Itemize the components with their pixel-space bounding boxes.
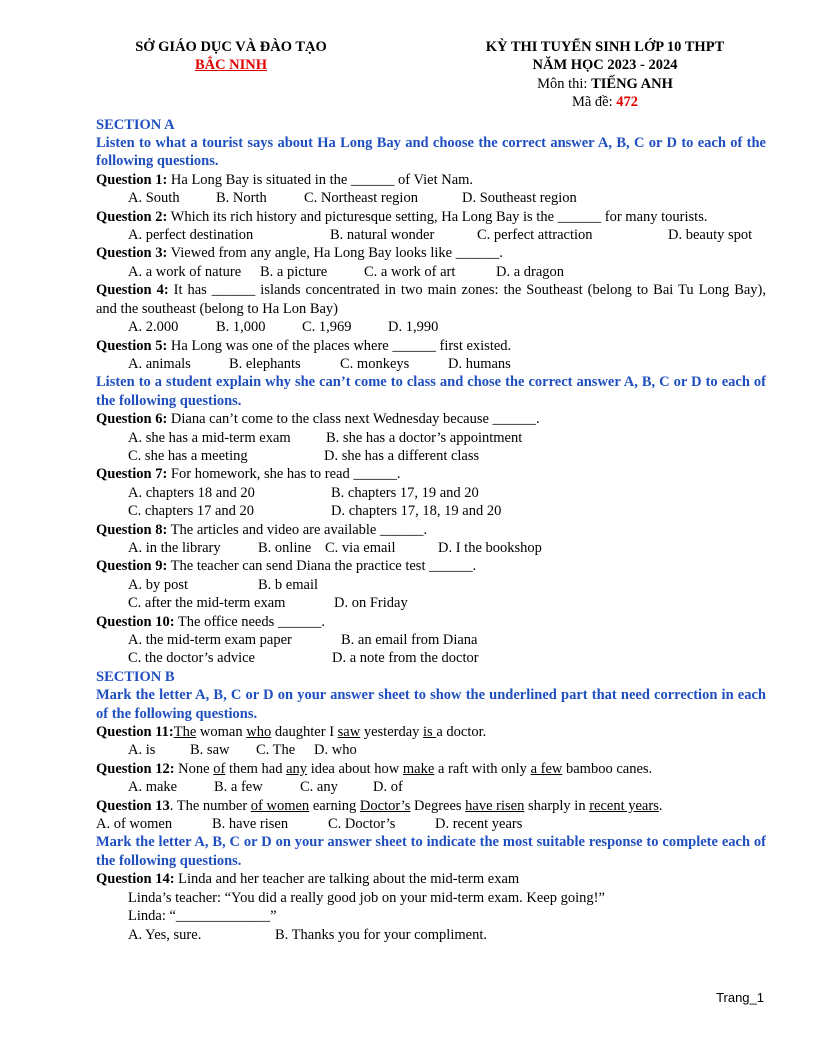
exam-page (96, 38, 766, 944)
option-a[interactable]: A. by post (128, 576, 189, 593)
option-d[interactable]: D. Southeast region (462, 190, 577, 207)
question-8: Question 8: The articles and video are available ______. (96, 521, 428, 538)
section-a-instruction-2: Listen to a student explain why she can’t come to class and chose the correct answer A, B, C or D to each of the following questions. (96, 374, 766, 409)
underlined-d: is (423, 724, 437, 741)
option-a[interactable]: A. a work of nature (128, 263, 242, 280)
subject-value: TIẾNG ANH (591, 75, 673, 92)
option-d[interactable]: D. humans (448, 355, 511, 372)
option-a[interactable]: A. the mid-term exam paper (128, 632, 292, 648)
option-d[interactable]: D. 1,990 (388, 319, 439, 336)
underlined-b: a few (530, 760, 563, 777)
question-14: Question 14: Linda and her teacher are talking about the mid-term exam (96, 871, 520, 888)
option-a[interactable]: A. animals (128, 355, 191, 372)
question-7: Question 7: For homework, she has to read ______. (96, 466, 401, 483)
option-a[interactable]: A. is (128, 742, 156, 759)
question-7-options-row-1 (96, 484, 766, 502)
underlined-d: recent years (589, 797, 659, 814)
section-b-instruction-2: Mark the letter A, B, C or D on your answer sheet to indicate the most suitable response to complete each of the following questions. (96, 834, 766, 869)
question-9-options-row-2 (96, 594, 766, 612)
school-year: NĂM HỌC 2023 - 2024 (532, 57, 678, 74)
question-4: Question 4: It has ______ islands concentrated in two main zones: the Southeast (belong to Bai Tu Long Bay), and the southeast (belong to Ha Lon Bay) (96, 282, 767, 317)
option-c[interactable]: C. a work of art (364, 263, 456, 280)
question-6-options-row-1 (96, 429, 766, 447)
option-a[interactable]: A. in the library (128, 539, 221, 556)
option-d[interactable]: D. a dragon (496, 263, 565, 280)
option-d[interactable]: D. who (314, 742, 357, 759)
underlined-c: Doctor’s (359, 797, 411, 814)
option-d[interactable]: D. a note from the doctor (332, 650, 479, 667)
section-a-title: SECTION A (96, 116, 175, 133)
option-b[interactable]: B. a picture (260, 263, 328, 280)
option-b[interactable]: B. an email from Diana (341, 632, 478, 648)
question-14-linda-line: Linda: “_____________” (128, 908, 277, 925)
option-d[interactable]: D. of (373, 779, 403, 796)
option-d[interactable]: D. she has a different class (324, 447, 480, 464)
option-c[interactable]: C. Doctor’s (328, 816, 396, 833)
question-4-options (96, 318, 766, 336)
option-b[interactable]: B. natural wonder (330, 227, 435, 244)
question-6-options-row-2 (96, 447, 766, 465)
option-c[interactable]: C. monkeys (340, 355, 410, 372)
option-c[interactable]: C. she has a meeting (128, 447, 248, 464)
province-name: BẮC NINH (194, 57, 268, 74)
option-b[interactable]: B. North (216, 190, 267, 207)
question-12: Question 12: None of them had any idea about how make a raft with only a few bamboo canes. (96, 760, 653, 777)
option-b[interactable]: B. have risen (212, 816, 289, 833)
question-11-options (96, 741, 766, 759)
underlined-a: make (402, 760, 435, 777)
section-b-title: SECTION B (96, 668, 175, 685)
option-b[interactable]: B. saw (190, 742, 230, 759)
option-b[interactable]: B. elephants (229, 355, 301, 372)
question-13-options (96, 815, 766, 833)
question-1-options (96, 189, 766, 207)
option-a[interactable]: A. South (128, 190, 180, 207)
option-c[interactable]: C. 1,969 (302, 319, 352, 336)
option-c[interactable]: C. Northeast region (304, 190, 418, 207)
exam-code-line: Mã đề: 472 (571, 94, 639, 111)
option-c[interactable]: C. chapters 17 and 20 (128, 503, 255, 520)
exam-header (96, 38, 766, 112)
underlined-b: who (246, 724, 272, 741)
question-11: Question 11:The woman who daughter I saw yesterday is a doctor. (96, 724, 487, 741)
option-d[interactable]: D. beauty spot (668, 227, 753, 244)
option-b[interactable]: B. b email (258, 576, 319, 593)
option-d[interactable]: D. on Friday (334, 595, 408, 612)
underlined-a: of women (250, 797, 310, 814)
option-b[interactable]: B. a few (214, 779, 263, 796)
option-a[interactable]: A. perfect destination (128, 227, 254, 244)
option-c[interactable]: C. any (300, 779, 338, 796)
subject-line: Môn thi: TIẾNG ANH (537, 75, 673, 92)
option-a[interactable]: A. 2.000 (128, 319, 179, 336)
option-b[interactable]: B. she has a doctor’s appointment (326, 429, 523, 446)
question-2-options (96, 226, 766, 244)
question-14-teacher-line: Linda’s teacher: “You did a really good job on your mid-term exam. Keep going!” (128, 889, 605, 906)
question-7-options-row-2 (96, 502, 766, 520)
question-9-options-row-1 (96, 576, 766, 594)
question-8-options (96, 539, 766, 557)
question-13: Question 13. The number of women earning Doctor’s Degrees have risen sharply in recent years. (96, 797, 663, 814)
option-c[interactable]: C. the doctor’s advice (128, 650, 255, 667)
section-b-instruction-1: Mark the letter A, B, C or D on your answer sheet to show the underlined part that need correction in each of the following questions. (96, 687, 766, 722)
option-a[interactable]: A. chapters 18 and 20 (128, 484, 255, 501)
question-10: Question 10: The office needs ______. (96, 613, 326, 630)
section-a-instruction-1: Listen to what a tourist says about Ha Long Bay and choose the correct answer A, B, C or D to each of the following questions. (96, 135, 766, 170)
question-5: Question 5: Ha Long was one of the places where ______ first existed. (96, 337, 512, 354)
option-b[interactable]: B. 1,000 (216, 319, 266, 336)
option-c[interactable]: C. perfect attraction (477, 227, 593, 244)
underlined-c: saw (337, 724, 361, 741)
question-12-options (96, 778, 766, 796)
underlined-d: of (213, 760, 226, 777)
option-c[interactable]: C. after the mid-term exam (128, 595, 286, 612)
option-a[interactable]: A. Yes, sure. (128, 926, 202, 943)
question-3-options (96, 263, 766, 281)
question-2: Question 2: Which its rich history and picturesque setting, Ha Long Bay is the ______ for many tourists. (96, 208, 708, 225)
question-6: Question 6: Diana can’t come to the class next Wednesday because ______. (96, 411, 540, 428)
option-d[interactable]: D. chapters 17, 18, 19 and 20 (331, 503, 502, 520)
option-d[interactable]: D. I the bookshop (438, 539, 542, 556)
question-9: Question 9: The teacher can send Diana the practice test ______. (96, 558, 477, 575)
option-a[interactable]: A. make (128, 779, 178, 796)
option-c[interactable]: C. via email (325, 539, 396, 556)
question-10-options-row-1 (96, 631, 766, 649)
option-c[interactable]: C. The (256, 742, 296, 759)
underlined-b: have risen (465, 797, 525, 814)
page-number: Trang_1 (716, 990, 764, 1005)
question-5-options (96, 355, 766, 373)
option-d[interactable]: D. recent years (435, 816, 523, 833)
exam-title-block (440, 38, 770, 112)
department-block (96, 38, 366, 112)
exam-code: 472 (616, 94, 639, 111)
question-14-options (96, 926, 766, 944)
option-a[interactable]: A. she has a mid-term exam (128, 429, 291, 446)
option-b[interactable]: B. online (258, 539, 312, 556)
underlined-a: The (173, 724, 197, 741)
question-3: Question 3: Viewed from any angle, Ha Long Bay looks like ______. (96, 245, 503, 262)
option-a[interactable]: A. of women (96, 816, 173, 833)
question-1: Question 1: Ha Long Bay is situated in the ______ of Viet Nam. (96, 171, 474, 188)
exam-title: KỲ THI TUYỂN SINH LỚP 10 THPT (485, 39, 725, 55)
option-b[interactable]: B. chapters 17, 19 and 20 (331, 484, 479, 501)
underlined-c: any (286, 760, 308, 777)
department-name: SỞ GIÁO DỤC VÀ ĐÀO TẠO (135, 39, 327, 55)
question-10-options-row-2 (96, 649, 766, 667)
option-b[interactable]: B. Thanks you for your compliment. (275, 926, 487, 943)
